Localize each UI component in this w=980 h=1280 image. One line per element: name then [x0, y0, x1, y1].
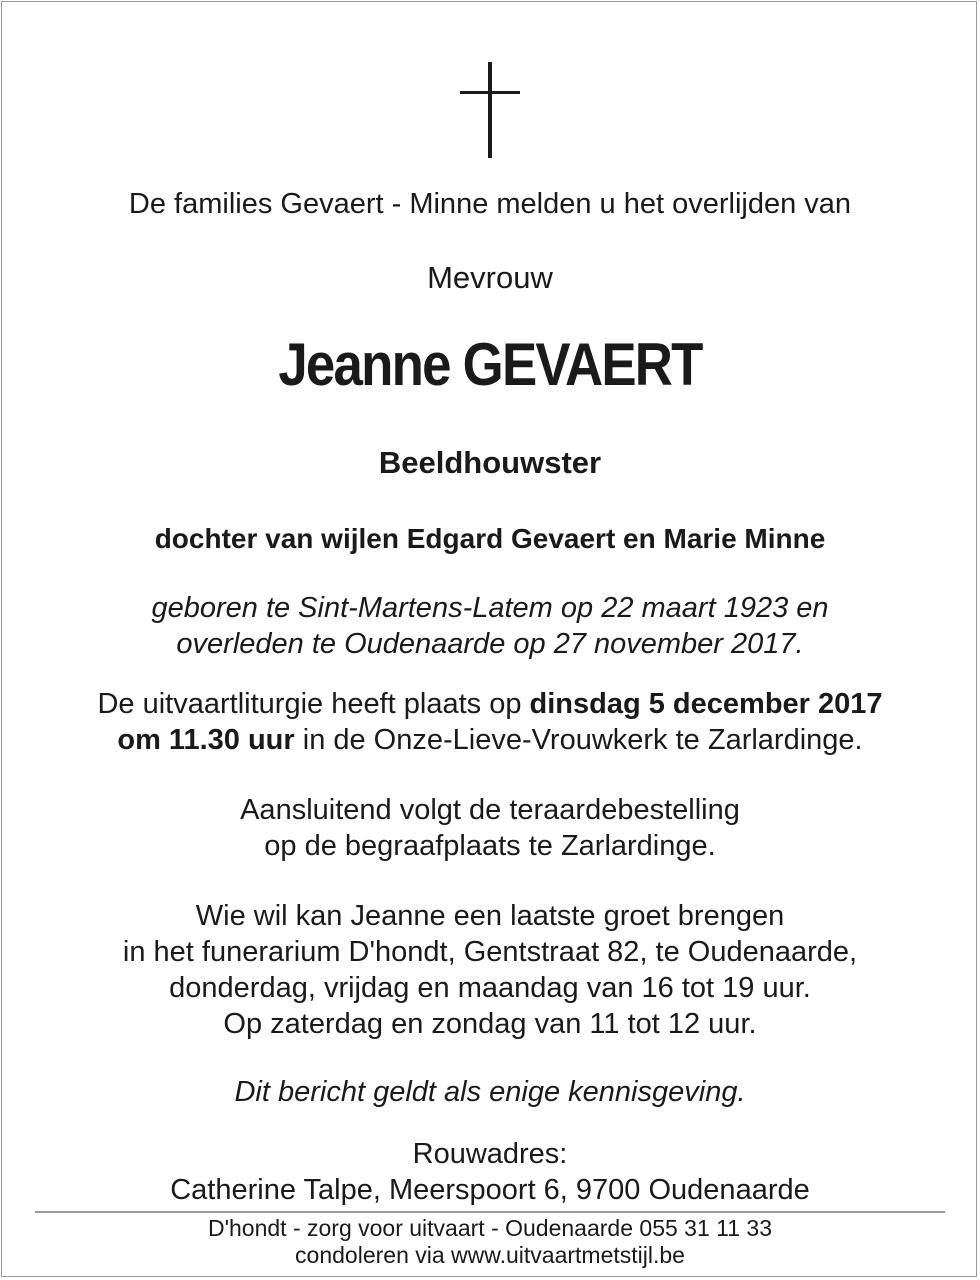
liturgy-line-1: De uitvaartliturgie heeft plaats op dinsdag 5 december 2017	[97, 688, 883, 720]
visitation-line-1: Wie wil kan Jeanne een laatste groet brengen	[195, 900, 785, 932]
profession: Beeldhouwster	[378, 445, 602, 480]
notice-text: Dit bericht geldt als enige kennisgeving.	[234, 1076, 746, 1108]
death-line: overleden te Oudenaarde op 27 november 2017.	[176, 628, 804, 660]
burial-line-2: op de begraafplaats te Zarlardinge.	[264, 830, 716, 862]
deceased-name: Jeanne GEVAERT	[278, 331, 702, 398]
burial-line-1: Aansluitend volgt de teraardebestelling	[240, 794, 740, 826]
parents-line: dochter van wijlen Edgard Gevaert en Marie Minne	[154, 523, 826, 554]
birth-line: geboren te Sint-Martens-Latem op 22 maart 1923 en	[151, 592, 829, 624]
salutation: Mevrouw	[427, 260, 553, 295]
cross-icon	[460, 62, 520, 158]
visitation-line-3: donderdag, vrijdag en maandag van 16 tot 19 uur.	[169, 972, 811, 1004]
liturgy-line-2: om 11.30 uur in de Onze-Lieve-Vrouwkerk te Zarlardinge.	[117, 724, 863, 756]
divider	[35, 1211, 945, 1213]
address-label: Rouwadres:	[412, 1138, 568, 1170]
intro-text: De families Gevaert - Minne melden u het overlijden van	[128, 188, 852, 220]
visitation-line-2: in het funerarium D'hondt, Gentstraat 82, te Oudenaarde,	[122, 936, 858, 968]
address-value: Catherine Talpe, Meerspoort 6, 9700 Oudenaarde	[170, 1174, 810, 1206]
visitation-line-4: Op zaterdag en zondag van 11 tot 12 uur.	[223, 1008, 757, 1040]
footer-company: D'hondt - zorg voor uitvaart - Oudenaarde 055 31 11 33	[208, 1215, 772, 1241]
footer-website[interactable]: condoleren via www.uitvaartmetstijl.be	[295, 1242, 685, 1268]
